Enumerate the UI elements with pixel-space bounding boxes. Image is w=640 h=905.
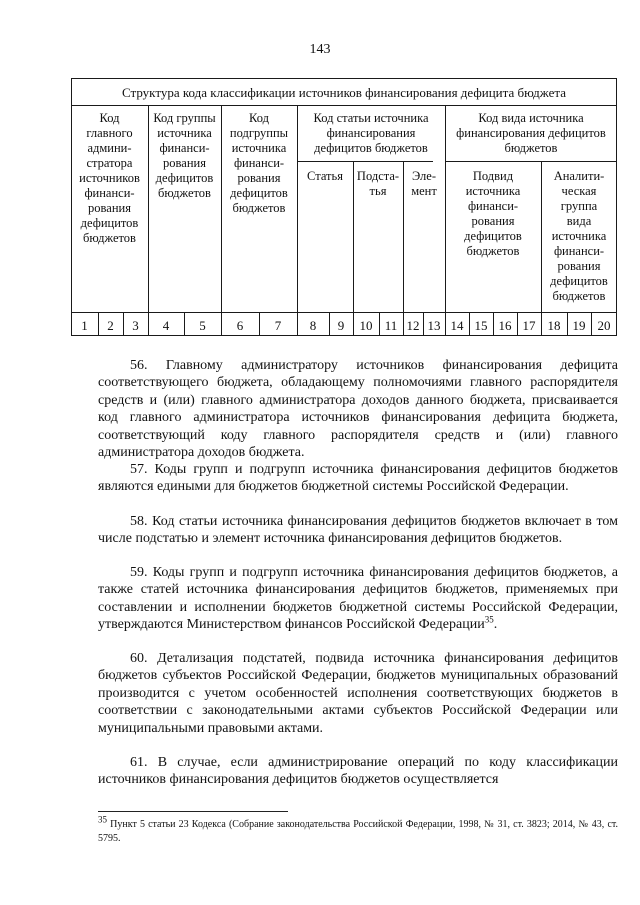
position-number: 3 <box>132 318 139 333</box>
position-number: 9 <box>337 318 345 333</box>
paragraph-61: 61. В случае, если администрирование операций по коду классификации источников финансирования дефицитов бюджетов осуществляется <box>98 755 618 788</box>
table-border-top <box>71 78 617 79</box>
position-number: 17 <box>522 318 536 333</box>
header-article-code: Код статьи источника финансирования дефицитов бюджетов <box>313 111 429 155</box>
table-border-bottom <box>71 335 617 336</box>
footnote-text: Пункт 5 статьи 23 Кодекса (Собрание законодательства Российской Федерации, 1998, № 31, ст. 3823; 2014, № 43, ст. 5795. <box>98 819 618 844</box>
table-rule-numbers <box>71 312 617 313</box>
position-number: 15 <box>474 318 488 333</box>
position-number: 8 <box>309 318 317 333</box>
header-analytic-group: Аналити- ческая группа вида источника финанси- рования дефицитов бюджетов <box>550 169 608 303</box>
footnote-mark: 35 <box>98 814 107 825</box>
footnote <box>98 814 618 846</box>
position-number: 13 <box>427 318 441 333</box>
position-number: 2 <box>107 318 114 333</box>
position-number: 16 <box>498 318 512 333</box>
position-number: 1 <box>81 318 88 333</box>
position-number: 20 <box>597 318 611 333</box>
header-admin-code: Код главного админи- стратора источников финанси- рования дефицитов бюджетов <box>79 111 140 245</box>
paragraph-56: 56. Главному администратору источников финансирования дефицита соответствующего бюджета, обладающему полномочиями главного распорядителя средств и (или) главного администратора доходов данного бюджета, присваивается код главного администратора источников финансирования дефицита бюджета, соответствующий коду главного распорядителя средств и (или) главного администратора доходов бюджета. <box>98 358 618 461</box>
table-rule-sub-article <box>297 161 433 162</box>
table-rule-sub-kind <box>445 161 617 162</box>
footnote-reference[interactable]: 35 <box>484 614 494 625</box>
header-subgroup-code: Код подгруппы источника финанси- рования дефицитов бюджетов <box>229 111 289 215</box>
page-number: 143 <box>309 42 331 57</box>
position-number: 4 <box>162 318 170 333</box>
footnote-separator <box>98 811 288 812</box>
position-number: 19 <box>572 318 586 333</box>
table-title: Структура кода классификации источников финансирования дефицита бюджета <box>122 85 566 100</box>
table-rule-title <box>71 105 617 106</box>
position-number: 10 <box>359 318 373 333</box>
position-number: 14 <box>450 318 464 333</box>
paragraph-59-text: 59. Коды групп и подгрупп источника финансирования дефицитов бюджетов, а также статей источника финансирования дефицитов бюджетов, применяемых при составлении и исполнении бюджетов бюджетной системы Российской Федерации, утверждаются Министерством финансов Российской Федерации <box>98 565 618 633</box>
header-article: Статья <box>307 169 343 183</box>
header-subkind: Подвид источника финанси- рования дефицитов бюджетов <box>464 169 522 258</box>
position-number: 5 <box>199 318 206 333</box>
paragraph-59: 59. Коды групп и подгрупп источника финансирования дефицитов бюджетов, а также статей источника финансирования дефицитов бюджетов, применяемых при составлении и исполнении бюджетов бюджетной системы Российской Федерации, утверждаются Министерством финансов Российской Федерации$^{35}$. <box>98 565 618 633</box>
header-kind-code: Код вида источника финансирования дефицитов бюджетов <box>456 111 606 155</box>
position-number: 12 <box>406 318 420 333</box>
header-subarticle: Подста- тья <box>356 169 400 198</box>
paragraph-57: 57. Коды групп и подгрупп источника финансирования дефицитов бюджетов являются едиными для бюджетов бюджетной системы Российской Федерации. <box>98 462 618 495</box>
position-number: 7 <box>274 318 282 333</box>
classification-structure-table <box>71 78 617 336</box>
header-element: Эле- мент <box>411 169 437 198</box>
paragraph-60: 60. Детализация подстатей, подвида источника финансирования дефицитов бюджетов субъектов Российской Федерации, бюджетов муниципальных образований производится с учетом особенностей исполнения соответствующих бюджетов в соответствии с законодательными актами субъектов Российской Федерации или муниципальными правовыми актами. <box>98 651 618 736</box>
position-number: 11 <box>384 318 398 333</box>
position-number: 18 <box>547 318 561 333</box>
paragraph-58: 58. Код статьи источника финансирования дефицитов бюджетов включает в том числе подстатью и элемент источника финансирования дефицитов бюджетов. <box>98 514 618 547</box>
position-number: 6 <box>236 318 244 333</box>
header-group-code: Код группы источника финанси- рования дефицитов бюджетов <box>153 111 216 200</box>
